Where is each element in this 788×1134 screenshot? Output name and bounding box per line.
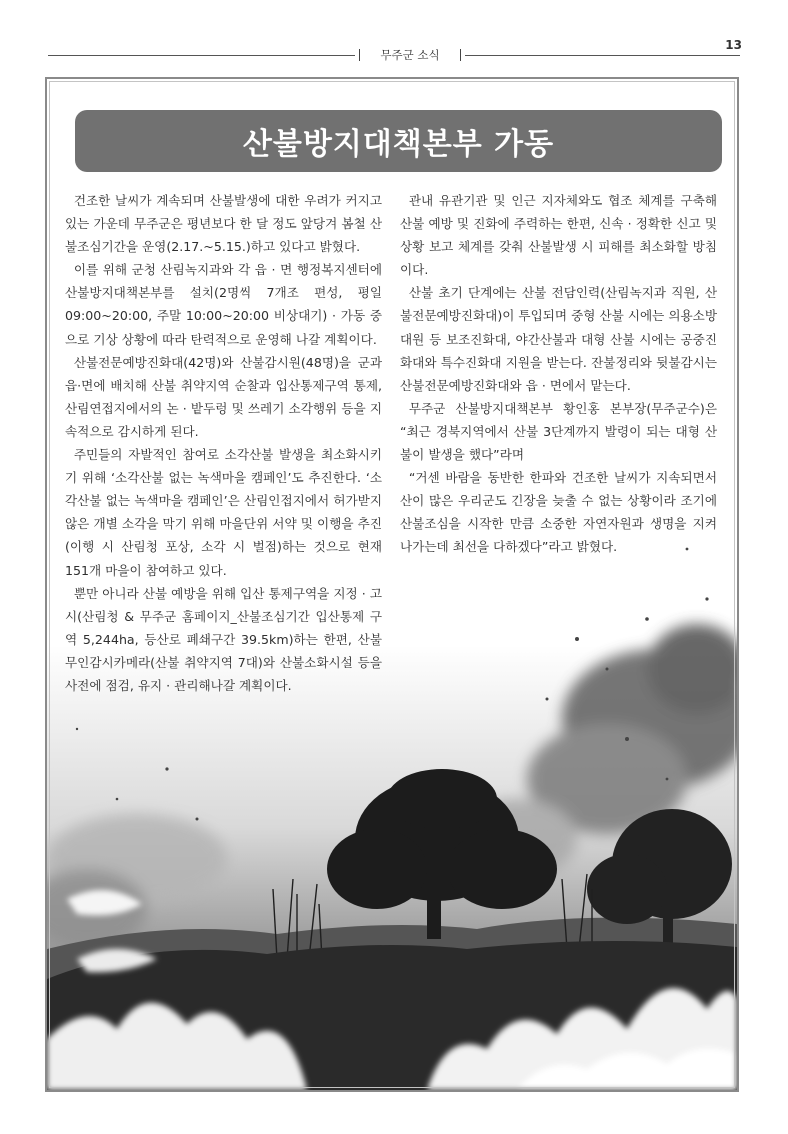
paragraph: 건조한 날씨가 계속되며 산불발생에 대한 우려가 커지고 있는 가운데 무주군은 평년보다 한 달 정도 앞당겨 봄철 산불조심기간을 운영(2.17.~5.15.)하고 있다고 밝혔다.	[65, 193, 382, 255]
left-column	[65, 189, 382, 697]
title-banner	[75, 110, 722, 172]
paragraph: 산불전문예방진화대(42명)와 산불감시원(48명)을 군과 읍·면에 배치해 산불 취약지역 순찰과 입산통제구역 통제, 산림연접지에서의 논 · 밭두렁 및 쓰레기 소각행위 등을 지속적으로 감시하게 된다.	[65, 354, 382, 439]
paragraph: 산불 초기 단계에는 산불 전담인력(산림녹지과 직원, 산불전문예방진화대)이 투입되며 중형 산불 시에는 의용소방대원 등 보조진화대, 야간산불과 대형 산불 시에는 공중진화대와 특수진화대 지원을 받는다. 잔불정리와 뒷불감시는 산불전문예방진화대와 읍 · 면에서 맡는다.	[400, 285, 717, 393]
paragraph: “거센 바람을 동반한 한파와 건조한 날씨가 지속되면서 산이 많은 우리군도 긴장을 늦출 수 없는 상황이라 조기에 산불조심을 시작한 만큼 소중한 자연자원과 생명을 지켜 나가는데 최선을 다하겠다”라고 밝혔다.	[400, 470, 717, 555]
paragraph: 주민들의 자발적인 참여로 소각산불 발생을 최소화시키기 위해 ‘소각산불 없는 녹색마을 캠페인’도 추진한다. ‘소각산불 없는 녹색마을 캠페인’은 산림인접지에서 허가받지 않은 개별 소각을 막기 위해 마을단위 서약 및 이행을 추진(이행 시 산림청 포상, 소각 시 벌점)하는 것으로 현재 151개 마을이 참여하고 있다.	[65, 447, 382, 578]
page-number: 13	[725, 38, 742, 52]
paragraph: 무주군 산불방지대책본부 황인홍 본부장(무주군수)은 “최근 경북지역에서 산불 3단계까지 발령이 되는 대형 산불이 발생을 했다”라며	[400, 400, 717, 463]
article-title: 산불방지대책본부 가동	[242, 127, 555, 162]
right-column	[400, 189, 717, 559]
paragraph: 뿐만 아니라 산불 예방을 위해 입산 통제구역을 지정 · 고시(산림청 & 무주군 홈페이지_산불조심기간 입산통제 구역 5,244ha, 등산로 폐쇄구간 39.5km)하는 한편, 산불무인감시카메라(산불 취약지역 7대)와 산불소화시설 등을 사전에 점검, 유지 · 관리해나갈 계획이다.	[65, 585, 382, 693]
article-frame	[45, 77, 739, 1092]
paragraph: 이를 위해 군청 산림녹지과와 각 읍 · 면 행정복지센터에 산불방지대책본부를 설치(2명씩 7개조 편성, 평일 09:00~20:00, 주말 10:00~20:00 비상대기) · 가동 중으로 기상 상황에 따라 탄력적으로 운영해 나갈 계획이다.	[65, 262, 382, 347]
section-label: 무주군 소식	[355, 46, 465, 64]
paragraph: 관내 유관기관 및 인근 지자체와도 협조 체계를 구축해 산불 예방 및 진화에 주력하는 한편, 신속 · 정확한 신고 및 상황 보고 체계를 갖춰 산불발생 시 피해를 최소화할 방침이다.	[400, 193, 717, 278]
